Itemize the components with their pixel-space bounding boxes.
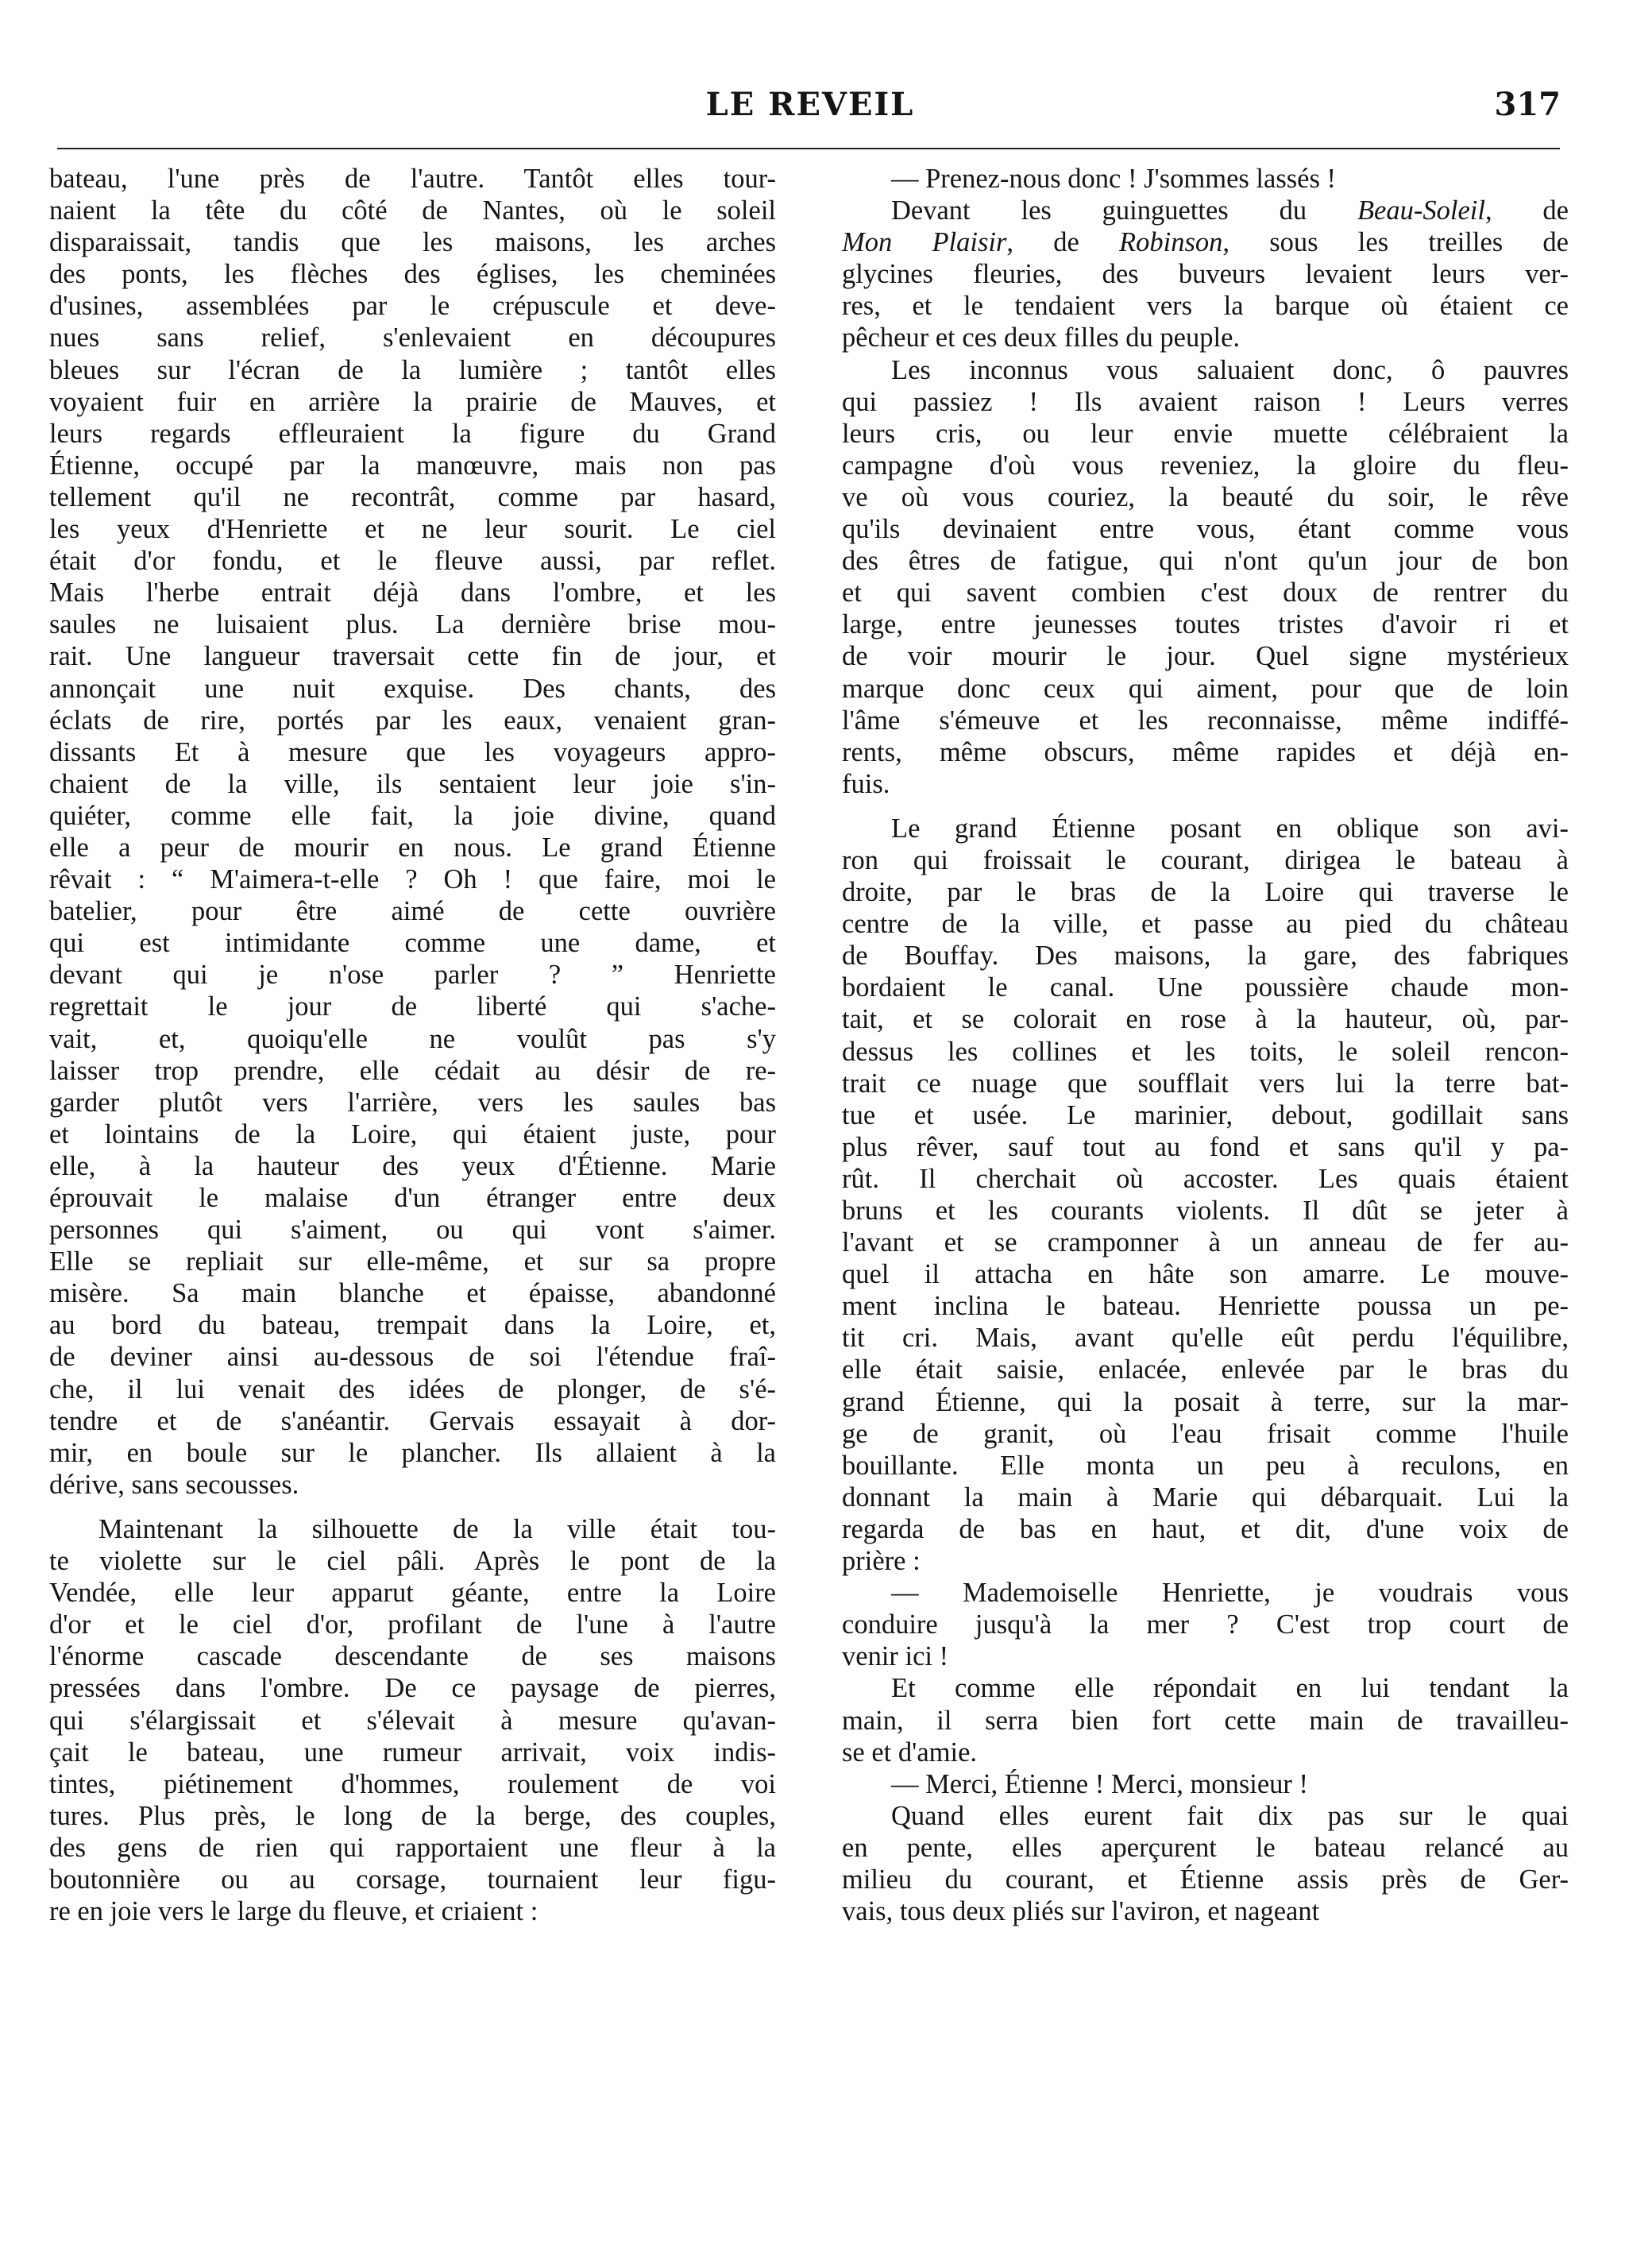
text-line: Devant les guinguettes du Beau-Soleil, de [891,195,1569,226]
text-line: droite, par le bras de la Loire qui traverse le [842,877,1569,908]
text-line: bleues sur l'écran de la lumière ; tantôt elles [49,354,776,385]
right-paragraph-5 [842,1577,1569,1672]
right-paragraph-8 [842,1800,1569,1927]
text-line: des ponts, les flèches des églises, les cheminées [49,259,776,290]
text-line: d'or et le ciel d'or, profilant de l'une à l'autre [49,1609,776,1640]
text-line: — Prenez-nous donc ! J'sommes lassés ! [891,164,1337,194]
text-line: se et d'amie. [842,1737,978,1768]
text-line: trait ce nuage que soufflait vers lui la terre bat- [842,1068,1569,1099]
text-line: bordaient le canal. Une poussière chaude mon- [842,972,1569,1003]
text-line: regarda de bas en haut, et dit, d'une voix de [842,1513,1569,1544]
text-line: grand Étienne, qui la posait à terre, sur la mar- [842,1386,1569,1417]
text-line: pressées dans l'ombre. De ce paysage de pierres, [49,1673,776,1704]
text-line: annonçait une nuit exquise. Des chants, des [49,673,776,704]
text-line: conduire jusqu'à la mer ? C'est trop court de [842,1609,1569,1640]
text-line: les yeux d'Henriette et ne leur sourit. Le ciel [49,514,776,545]
text-line: glycines fleuries, des buveurs levaient leurs ver- [842,259,1569,290]
text-line: boutonnière ou au corsage, tournaient leur figu- [49,1864,776,1895]
text-line: ment inclina le bateau. Henriette poussa un pe- [842,1291,1569,1322]
text-line: vait, et, quoiqu'elle ne voulût pas s'y [49,1023,776,1054]
text-line: d'usines, assemblées par le crépuscule et deve- [49,291,776,322]
text-line: regrettait le jour de liberté qui s'ache- [49,991,776,1022]
text-line: tures. Plus près, le long de la berge, des couples, [49,1800,776,1831]
text-line: Quand elles eurent fait dix pas sur le quai [891,1800,1569,1831]
right-paragraph-2 [842,195,1569,354]
page-number: 317 [1494,86,1561,123]
text-line: elle était saisie, enlacée, enlevée par le bras du [842,1354,1569,1385]
text-line: Étienne, occupé par la manœuvre, mais non pas [49,450,776,481]
left-paragraph-2 [49,1513,776,1927]
text-line: campagne d'où vous reveniez, la gloire du fleu- [842,450,1569,481]
text-line: l'avant et se cramponner à un anneau de fer au- [842,1227,1569,1258]
text-line: voyaient fuir en arrière la prairie de Mauves, et [49,386,776,417]
text-line: Les inconnus vous saluaient donc, ô pauvres [891,354,1569,385]
right-paragraph-6 [842,1672,1569,1768]
text-line: tendre et de s'anéantir. Gervais essayait à dor- [49,1405,776,1436]
text-line: rait. Une langueur traversait cette fin de jour, et [49,641,776,672]
text-line: tellement qu'il ne recontrât, comme par hasard, [49,481,776,512]
text-line: misère. Sa main blanche et épaisse, abandonné [49,1278,776,1309]
text-line: personnes qui s'aiment, ou qui vont s'aimer. [49,1215,776,1246]
running-title: LE REVEIL [705,86,915,123]
text-line: donnant la main à Marie qui débarquait. Lui la [842,1482,1569,1513]
text-line: leurs cris, ou leur envie muette célébraient la [842,418,1569,449]
text-line: leurs regards effleuraient la figure du Grand [49,418,776,449]
text-line: était d'or fondu, et le fleuve aussi, par reflet. [49,546,776,577]
text-line: Maintenant la silhouette de la ville était tou- [98,1513,776,1544]
text-line: batelier, pour être aimé de cette ouvrière [49,896,776,927]
text-line: chaient de la ville, ils sentaient leur joie s'in- [49,768,776,799]
running-head [60,86,1561,133]
left-column [49,163,776,1927]
text-line: marque donc ceux qui aiment, pour que de loin [842,673,1569,704]
text-line: dérive, sans secousses. [49,1469,299,1500]
text-line: elle a peur de mourir en nous. Le grand Étienne [49,832,776,863]
text-line: tit cri. Mais, avant qu'elle eût perdu l'équilibre, [842,1323,1569,1354]
text-line: centre de la ville, et passe au pied du château [842,909,1569,940]
text-line: venir ici ! [842,1641,949,1672]
text-line: bateau, l'une près de l'autre. Tantôt elles tour- [49,164,776,194]
text-line: elle, à la hauteur des yeux d'Étienne. Marie [49,1150,776,1181]
text-line: au bord du bateau, trempait dans la Loire, et, [49,1310,776,1341]
text-line: Mais l'herbe entrait déjà dans l'ombre, et les [49,578,776,609]
text-line: saules ne luisaient plus. La dernière brise mou- [49,609,776,640]
text-line: nues sans relief, s'enlevaient en découpures [49,323,776,354]
text-line: rêvait : “ M'aimera-t-elle ? Oh ! que faire, moi le [49,864,776,895]
text-line: res, et le tendaient vers la barque où étaient ce [842,291,1569,322]
right-paragraph-1 [842,163,1569,195]
text-line: che, il lui venait des idées de plonger, de s'é- [49,1374,776,1404]
text-line: tait, et se colorait en rose à la hauteur, où, par- [842,1004,1569,1035]
right-paragraph-7 [842,1768,1569,1800]
text-line: l'âme s'émeuve et les reconnaisse, même indiffé- [842,705,1569,736]
text-line: prière : [842,1546,921,1577]
text-line: çait le bateau, une rumeur arrivait, voix indis- [49,1737,776,1768]
text-line: qu'ils devinaient entre vous, étant comme vous [842,514,1569,545]
text-line: re en joie vers le large du fleuve, et criaient : [49,1896,538,1927]
text-line: garder plutôt vers l'arrière, vers les saules bas [49,1087,776,1118]
text-line: rût. Il cherchait où accoster. Les quais étaient [842,1163,1569,1194]
text-line: vais, tous deux pliés sur l'aviron, et nageant [842,1896,1320,1927]
text-line: des êtres de fatigue, qui n'ont qu'un jour de bon [842,546,1569,577]
text-line: de voir mourir le jour. Quel signe mystérieux [842,641,1569,672]
text-line: éprouvait le malaise d'un étranger entre deux [49,1183,776,1213]
text-line: quiéter, comme elle fait, la joie divine, quand [49,800,776,831]
text-line: laisser trop prendre, elle cédait au désir de re- [49,1055,776,1086]
text-line: rents, même obscurs, même rapides et déjà en- [842,736,1569,767]
text-line: qui est intimidante comme une dame, et [49,928,776,959]
text-line: plus rêver, sauf tout au fond et sans qu'il y pa- [842,1131,1569,1162]
text-line: ve où vous couriez, la beauté du soir, le rêve [842,481,1569,512]
text-line: Elle se repliait sur elle-même, et sur sa propre [49,1246,776,1277]
text-line: en pente, elles aperçurent le bateau relancé au [842,1832,1569,1863]
right-paragraph-4 [842,813,1569,1577]
left-paragraph-1 [49,163,776,1501]
text-line: des gens de rien qui rapportaient une fleur à la [49,1832,776,1863]
text-line: Mon Plaisir, de Robinson, sous les treilles de [842,227,1569,258]
text-line: quel il attacha en hâte son amarre. Le mouve- [842,1259,1569,1290]
right-paragraph-3 [842,354,1569,800]
text-line: dessus les collines et les toits, le soleil rencon- [842,1036,1569,1067]
text-line: naient la tête du côté de Nantes, où le soleil [49,195,776,226]
text-line: milieu du courant, et Étienne assis près de Ger- [842,1864,1569,1895]
text-line: fuis. [842,768,890,799]
text-line: tue et usée. Le marinier, debout, godillait sans [842,1099,1569,1130]
text-line: mir, en boule sur le plancher. Ils allaient à la [49,1437,776,1468]
text-line: de deviner ainsi au-dessous de soi l'étendue fraî- [49,1342,776,1373]
text-line: et lointains de la Loire, qui étaient juste, pour [49,1119,776,1149]
text-line: pêcheur et ces deux filles du peuple. [842,323,1241,354]
text-line: ge de granit, où l'eau frisait comme l'huile [842,1418,1569,1449]
text-line: bouillante. Elle monta un peu à reculons, en [842,1450,1569,1481]
text-line: Le grand Étienne posant en oblique son avi- [891,813,1569,844]
text-line: — Mademoiselle Henriette, je voudrais vous [891,1578,1569,1609]
right-column [842,163,1569,1927]
text-line: tintes, piétinement d'hommes, roulement de voi [49,1768,776,1799]
text-line: ron qui froissait le courant, dirigea le bateau à [842,844,1569,875]
text-line: devant qui je n'ose parler ? ” Henriette [49,960,776,991]
text-line: large, entre jeunesses toutes tristes d'avoir ri et [842,609,1569,640]
text-line: éclats de rire, portés par les eaux, venaient gran- [49,705,776,736]
text-line: de Bouffay. Des maisons, la gare, des fabriques [842,941,1569,972]
text-line: disparaissait, tandis que les maisons, les arches [49,227,776,258]
text-line: bruns et les courants violents. Il dût se jeter à [842,1196,1569,1226]
text-line: te violette sur le ciel pâli. Après le pont de la [49,1546,776,1577]
header-rule [57,148,1560,149]
text-line: l'énorme cascade descendante de ses maisons [49,1641,776,1672]
text-line: main, il serra bien fort cette main de travailleu- [842,1705,1569,1736]
text-line: — Merci, Étienne ! Merci, monsieur ! [891,1768,1308,1799]
text-line: qui passiez ! Ils avaient raison ! Leurs verres [842,386,1569,417]
text-line: dissants Et à mesure que les voyageurs appro- [49,736,776,767]
text-line: et qui savent combien c'est doux de rentrer du [842,578,1569,609]
text-line: Et comme elle répondait en lui tendant la [891,1673,1569,1704]
text-line: Vendée, elle leur apparut géante, entre la Loire [49,1578,776,1609]
text-line: qui s'élargissait et s'élevait à mesure qu'avan- [49,1705,776,1736]
